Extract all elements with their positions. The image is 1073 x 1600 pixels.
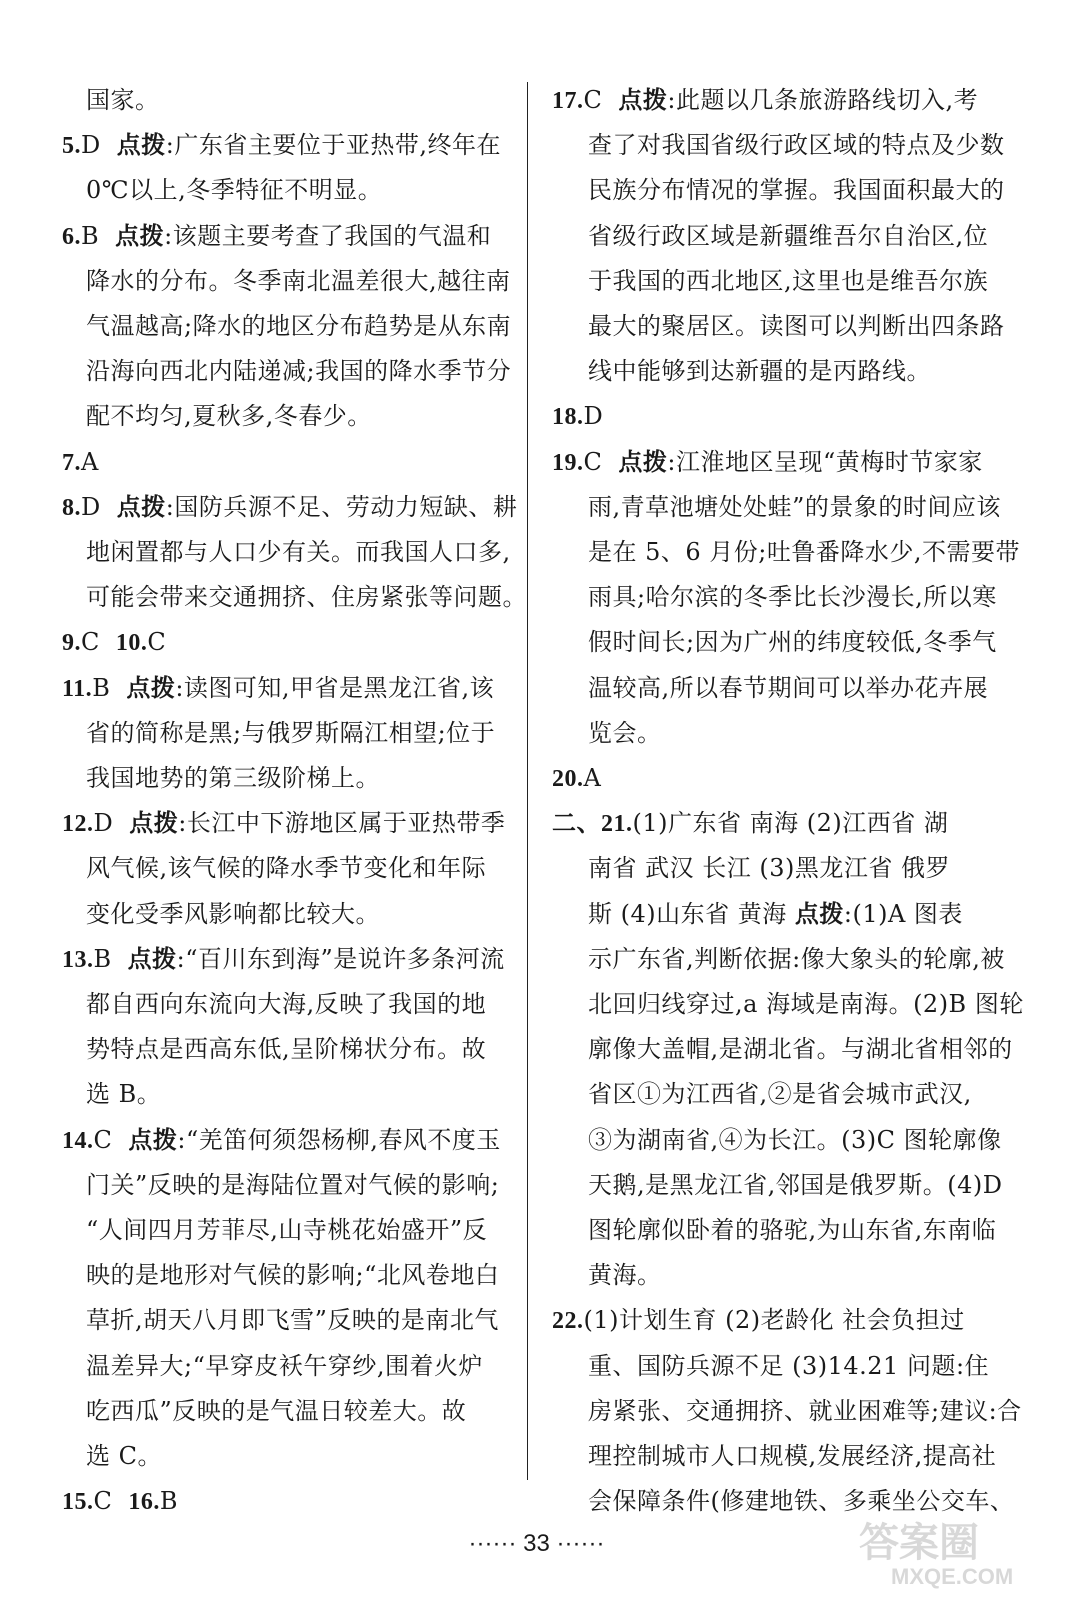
question-number: 22. <box>552 1308 584 1335</box>
page-number: ······ 33 ······ <box>468 1530 605 1557</box>
answer-text: 气温越高;降水的地区分布趋势是从东南 <box>86 312 512 340</box>
answer-choice: A <box>81 447 99 476</box>
answer-line <box>588 1027 1013 1071</box>
answer-line <box>588 937 1005 981</box>
answer-text: :广东省主要位于亚热带,终年在 <box>165 131 501 160</box>
answer-text: ③为湖南省,④为长江。(3)C 图轮廓像 <box>588 1125 1002 1154</box>
hint-label: 点拨 <box>618 86 668 114</box>
answer-choice: B <box>159 1487 179 1516</box>
answer-line <box>588 349 931 393</box>
answer-choice: C <box>93 1125 113 1154</box>
answer-text: :(1)A 图表 <box>843 899 963 928</box>
answer-text: 重、国防兵源不足 (3)14.21 问题:住 <box>588 1351 990 1380</box>
answer-line <box>588 1072 972 1116</box>
answer-line <box>86 530 511 574</box>
question-number: 9. <box>62 630 81 657</box>
answer-text: 势特点是西高东低,呈阶梯状分布。故 <box>86 1035 487 1064</box>
answer-text: :读图可知,甲省是黑龙江省,该 <box>175 673 495 702</box>
answer-line <box>62 123 501 167</box>
answer-line <box>86 1027 486 1071</box>
answer-text: 最大的聚居区。读图可以判断出四条路 <box>588 312 1005 340</box>
question-number: 8. <box>62 494 81 521</box>
answer-text: “人间四月芳菲尽,山寺桃花始盛开”反 <box>86 1216 488 1244</box>
answer-text: 北回归线穿过,a 海域是南海。(2)B 图轮 <box>588 990 1024 1018</box>
answer-text: 理控制城市人口规模,发展经济,提高社 <box>588 1442 997 1470</box>
answer-line <box>588 666 988 710</box>
answer-choice: D <box>583 402 604 431</box>
question-number: 14. <box>62 1127 94 1154</box>
answer-text: :“羌笛何须怨杨柳,春风不度玉 <box>177 1125 501 1154</box>
answer-line <box>552 756 601 800</box>
answer-choice: A <box>583 764 602 792</box>
answer-choice: B <box>81 221 100 250</box>
answer-line <box>86 78 160 122</box>
answer-line <box>588 214 988 258</box>
hint-label: 点拨 <box>129 809 179 838</box>
answer-line <box>62 485 517 529</box>
answer-line <box>588 259 988 303</box>
answer-text: 变化受季风影响都比较大。 <box>86 899 380 928</box>
answer-line <box>552 78 978 122</box>
answer-text: 线中能够到达新疆的是丙路线。 <box>588 357 931 386</box>
answer-text: 降水的分布。冬季南北温差很大,越往南 <box>86 266 511 295</box>
answer-line <box>86 259 511 303</box>
answer-text: 览会。 <box>588 718 662 747</box>
answer-text: 选 C。 <box>86 1442 162 1470</box>
answer-choice: C <box>81 628 100 657</box>
hint-label: 点拨 <box>794 899 844 928</box>
answer-text: 省级行政区域是新疆维吾尔自治区,位 <box>588 221 989 250</box>
answer-text: 可能会带来交通拥挤、住房紧张等问题。 <box>86 583 527 612</box>
answer-line <box>86 1344 483 1388</box>
answer-line <box>588 304 1005 348</box>
answer-line <box>588 485 1001 529</box>
answer-line <box>86 846 486 890</box>
question-number: 16. <box>128 1489 160 1516</box>
answer-line <box>588 168 1005 212</box>
answer-text: :国防兵源不足、劳动力短缺、耕 <box>165 492 518 521</box>
answer-line <box>62 801 505 845</box>
answer-line <box>588 1253 662 1297</box>
question-number: 5. <box>62 133 81 160</box>
answer-choice: D <box>81 492 101 521</box>
answer-text: 民族分布情况的掌握。我国面积最大的 <box>588 176 1005 205</box>
answer-text: 天鹅,是黑龙江省,邻国是俄罗斯。(4)D <box>588 1170 1003 1199</box>
answer-text: 省的简称是黑;与俄罗斯隔江相望;位于 <box>86 718 496 747</box>
answer-line <box>588 892 963 936</box>
question-number: 13. <box>62 946 94 973</box>
answer-text: 是在 5、6 月份;吐鲁番降水少,不需要带 <box>588 538 1021 566</box>
answer-choice: C <box>147 628 167 657</box>
answer-line <box>86 394 372 438</box>
answer-text: 黄海。 <box>588 1261 662 1290</box>
answer-line <box>86 982 486 1026</box>
answer-text: 省区①为江西省,②是省会城市武汉, <box>588 1080 972 1109</box>
answer-line <box>86 1434 162 1478</box>
answer-text: :江淮地区呈现“黄梅时节家家 <box>667 447 983 476</box>
answer-line <box>552 440 983 484</box>
answer-text: 查了对我国省级行政区域的特点及少数 <box>588 131 1005 160</box>
answer-line <box>86 1163 499 1207</box>
answer-line <box>588 1118 1002 1162</box>
answer-text: 国家。 <box>86 86 160 114</box>
answer-choice: C <box>583 86 603 114</box>
answer-choice: D <box>81 131 101 160</box>
answer-text: 假时间长;因为广州的纬度较低,冬季气 <box>588 628 997 657</box>
answer-text: (1)广东省 南海 (2)江西省 湖 <box>632 809 949 838</box>
answer-line <box>86 756 380 800</box>
answer-choice: C <box>93 1487 113 1516</box>
answer-line <box>552 394 603 438</box>
answer-line <box>62 666 494 710</box>
answer-line <box>86 575 527 619</box>
answer-line <box>62 620 166 664</box>
column-divider <box>527 82 528 1480</box>
answer-text: 吃西瓜”反映的是气温日较差大。故 <box>86 1396 467 1425</box>
answer-choice: B <box>93 944 112 973</box>
answer-text: 草折,胡天八月即飞雪”反映的是南北气 <box>86 1306 499 1335</box>
hint-label: 点拨 <box>115 221 165 250</box>
answer-text: :长江中下游地区属于亚热带季 <box>178 809 506 838</box>
svg-text:答案圈: 答案圈 <box>859 1520 979 1566</box>
answer-text: :该题主要考查了我国的气温和 <box>164 221 492 250</box>
answer-choice: D <box>93 809 114 838</box>
answer-text: 图轮廓似卧着的骆驼,为山东省,东南临 <box>588 1216 997 1244</box>
answer-text: 温较高,所以春节期间可以举办花卉展 <box>588 673 989 702</box>
hint-label: 点拨 <box>618 447 668 476</box>
answer-text: 温差异大;“早穿皮袄午穿纱,围着火炉 <box>86 1351 483 1380</box>
answer-text: 风气候,该气候的降水季节变化和年际 <box>86 854 487 883</box>
answer-text: 雨具;哈尔滨的冬季比长沙漫长,所以寒 <box>588 583 997 612</box>
answer-line <box>86 1298 499 1342</box>
answer-line <box>86 349 511 393</box>
answer-line <box>86 1253 499 1297</box>
answer-text: 于我国的西北地区,这里也是维吾尔族 <box>588 266 989 295</box>
answer-text: 斯 (4)山东省 黄海 <box>588 899 795 928</box>
answer-choice: B <box>92 673 111 702</box>
answer-text: 南省 武汉 长江 (3)黑龙江省 俄罗 <box>588 854 951 883</box>
answer-line <box>588 1434 996 1478</box>
question-number: 10. <box>115 630 148 657</box>
answer-line <box>62 440 99 484</box>
answer-line <box>62 214 491 258</box>
question-number: 11. <box>62 675 93 702</box>
answer-line <box>62 1118 501 1162</box>
answer-line <box>86 168 382 212</box>
answer-line <box>62 937 505 981</box>
answer-line <box>552 801 948 845</box>
answer-line <box>588 1344 989 1388</box>
answer-choice: C <box>583 447 603 476</box>
answer-line <box>588 575 997 619</box>
hint-label: 点拨 <box>127 944 177 973</box>
answer-line <box>588 620 997 664</box>
answer-text: 沿海向西北内陆递减;我国的降水季节分 <box>86 357 512 386</box>
answer-text: 雨,青草池塘处处蛙”的景象的时间应该 <box>588 492 1001 521</box>
answer-line <box>588 1389 1022 1433</box>
question-number: 20. <box>552 766 584 792</box>
question-number: 12. <box>62 811 94 838</box>
answer-line <box>86 1208 487 1252</box>
answer-text: 配不均匀,夏秋多,冬春少。 <box>86 402 372 431</box>
question-number: 6. <box>62 223 81 250</box>
answer-text: 示广东省,判断依据:像大象头的轮廓,被 <box>588 944 1005 973</box>
answer-text: 地闲置都与人口少有关。而我国人口多, <box>86 538 511 566</box>
answer-text: 都自西向东流向大海,反映了我国的地 <box>86 990 487 1018</box>
answer-text: 门关”反映的是海陆位置对气候的影响; <box>86 1170 500 1199</box>
answer-text: 0℃以上,冬季特征不明显。 <box>86 176 383 205</box>
answer-line <box>588 1208 996 1252</box>
answer-text: 映的是地形对气候的影响;“北风卷地白 <box>86 1261 500 1290</box>
answer-line <box>588 846 950 890</box>
question-number: 18. <box>552 404 584 431</box>
answer-line <box>86 892 380 936</box>
hint-label: 点拨 <box>126 673 176 702</box>
answer-line <box>86 1072 161 1116</box>
answer-line <box>552 1298 965 1342</box>
answer-text: :此题以几条旅游路线切入,考 <box>667 86 979 114</box>
question-number: 15. <box>62 1489 94 1516</box>
answer-line <box>86 1389 466 1433</box>
answer-text: 选 B。 <box>86 1080 162 1109</box>
question-number: 7. <box>62 449 81 476</box>
answer-text: 房紧张、交通拥挤、就业困难等;建议:合 <box>588 1396 1022 1425</box>
answer-line <box>86 304 511 348</box>
answer-line <box>588 711 662 755</box>
answer-line <box>588 530 1020 574</box>
watermark-logo <box>851 1510 1061 1590</box>
answer-text: 廓像大盖帽,是湖北省。与湖北省相邻的 <box>588 1035 1013 1064</box>
answer-text: 会保障条件(修建地铁、多乘坐公交车、 <box>588 1487 1015 1516</box>
answer-line <box>588 982 1024 1026</box>
answer-text: :“百川东到海”是说许多条河流 <box>176 944 505 973</box>
answer-text: 我国地势的第三级阶梯上。 <box>86 764 380 792</box>
hint-label: 点拨 <box>128 1125 178 1154</box>
hint-label: 点拨 <box>116 131 166 160</box>
question-number: 17. <box>552 88 584 114</box>
question-number: 二、21. <box>552 811 633 838</box>
hint-label: 点拨 <box>116 492 166 521</box>
answer-line <box>588 123 1005 167</box>
answer-line <box>86 711 495 755</box>
answer-text: (1)计划生育 (2)老龄化 社会负担过 <box>583 1306 965 1335</box>
answer-line <box>62 1479 178 1523</box>
question-number: 19. <box>552 449 584 476</box>
svg-text:MXQE.COM: MXQE.COM <box>891 1564 1014 1589</box>
answer-line <box>588 1163 1003 1207</box>
